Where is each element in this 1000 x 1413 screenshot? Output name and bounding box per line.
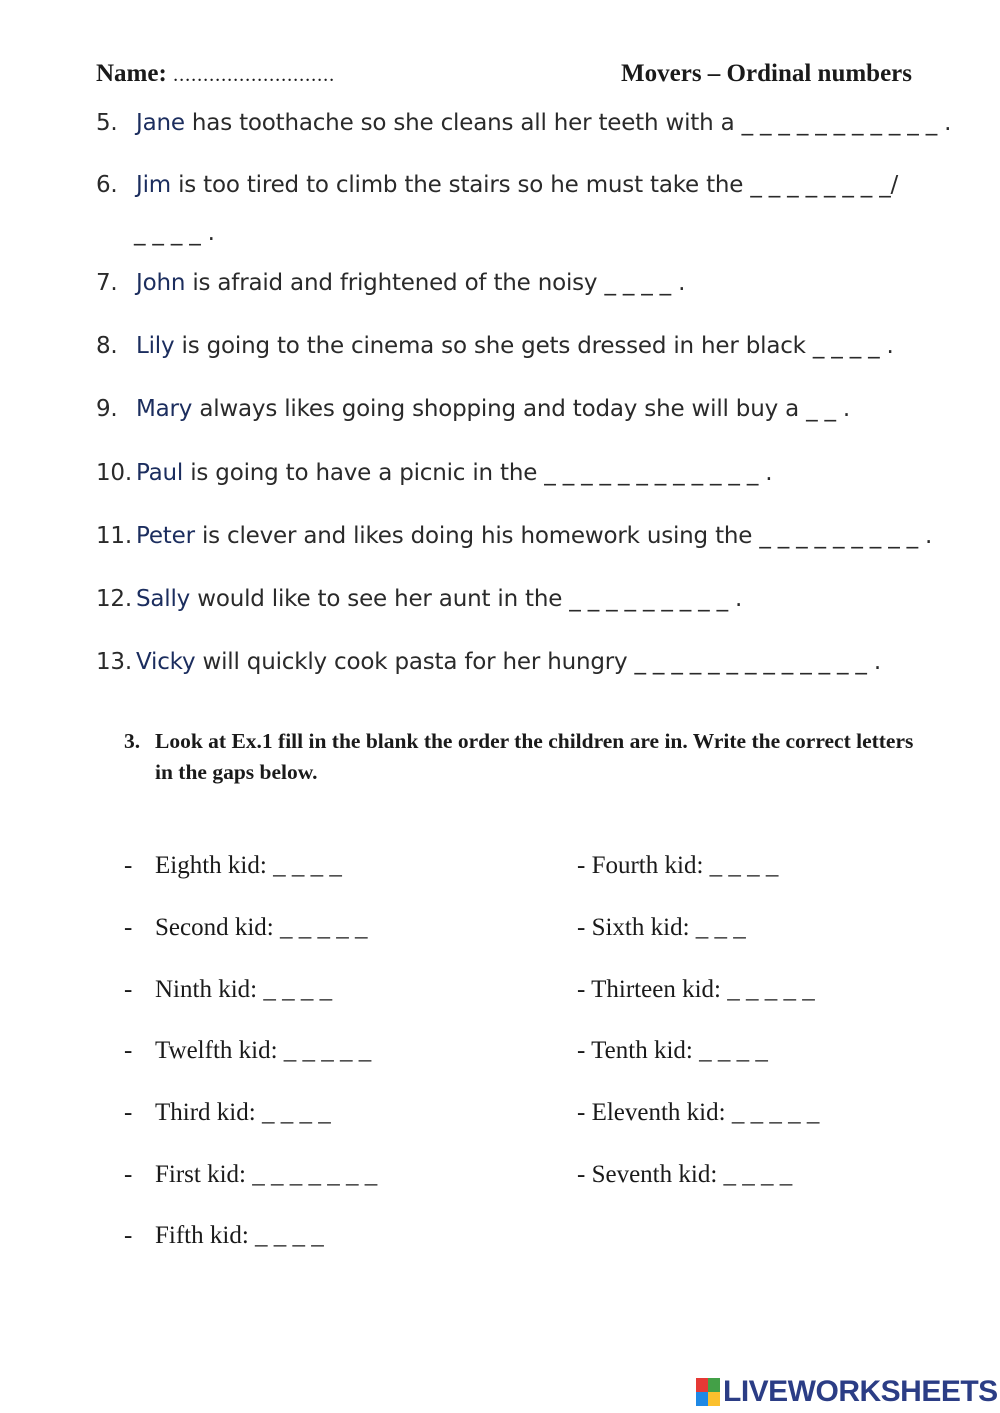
sentence-number: 7. bbox=[96, 270, 118, 296]
kid-label: Twelfth kid: bbox=[155, 1037, 278, 1064]
answer-blank[interactable]: _ _ _ _ _ bbox=[283, 1037, 372, 1064]
answer-blank[interactable]: _ _ _ _ bbox=[255, 1222, 324, 1249]
name-label: Name: ........................... bbox=[96, 60, 336, 87]
sentence-name: Vicky bbox=[136, 649, 196, 675]
kid-answer-row: - Thirteen kid: _ _ _ _ _ bbox=[577, 976, 815, 1003]
kid-label: Seventh kid: bbox=[591, 1161, 718, 1188]
kid-answer-row: - Seventh kid: _ _ _ _ bbox=[577, 1161, 793, 1188]
logo-square-red bbox=[696, 1378, 708, 1392]
sentence-text: would like to see her aunt in the _ _ _ _ _ _ _ _ _ . bbox=[190, 586, 743, 612]
kid-label: Eighth kid: bbox=[155, 852, 267, 879]
kid-label: Third kid: bbox=[155, 1099, 256, 1126]
answer-blank[interactable]: _ _ _ _ bbox=[261, 1099, 331, 1126]
answer-blank[interactable]: _ _ _ _ _ bbox=[280, 914, 368, 941]
kid-label: First kid: bbox=[155, 1161, 246, 1188]
sentence-name: Sally bbox=[136, 586, 191, 612]
sentence-12 bbox=[96, 586, 742, 612]
sentence-name: Jane bbox=[136, 110, 185, 136]
kid-label: Thirteen kid: bbox=[591, 976, 721, 1003]
exercise-text: Look at Ex.1 fill in the blank the order the children are in. Write the correct letters in the gaps below. bbox=[155, 729, 914, 784]
kid-label: Eleventh kid: bbox=[591, 1099, 726, 1126]
kid-answer-row: - Eleventh kid: _ _ _ _ _ bbox=[577, 1099, 820, 1126]
sentence-number: 12. bbox=[96, 586, 132, 612]
sentence-number: 10. bbox=[96, 460, 132, 486]
kid-answer-row: - Third kid: _ _ _ _ bbox=[124, 1099, 331, 1126]
sentence-11 bbox=[96, 523, 932, 549]
exercise-number: 3. bbox=[124, 729, 141, 753]
sentence-number: 13. bbox=[96, 649, 132, 675]
name-dots[interactable]: ........................... bbox=[173, 64, 336, 86]
page-header bbox=[96, 60, 912, 96]
kid-answer-row: - Sixth kid: _ _ _ bbox=[577, 914, 746, 941]
answer-blank[interactable]: _ _ _ _ _ _ _ bbox=[252, 1161, 378, 1188]
answer-blank[interactable]: _ _ _ _ bbox=[709, 852, 779, 879]
kid-label: Fifth kid: bbox=[155, 1222, 249, 1249]
sentence-10 bbox=[96, 460, 772, 486]
worksheet-title: Movers – Ordinal numbers bbox=[621, 60, 912, 87]
sentence-8 bbox=[96, 333, 894, 359]
sentence-text: is too tired to climb the stairs so he must take the _ _ _ _ _ _ _ _/ bbox=[170, 172, 899, 198]
kid-label: Sixth kid: bbox=[591, 914, 690, 941]
kid-answer-row: - Twelfth kid: _ _ _ _ _ bbox=[124, 1037, 372, 1064]
answer-blank[interactable]: _ _ _ bbox=[695, 914, 746, 941]
sentence-number: 8. bbox=[96, 333, 118, 359]
kid-answer-row: - Tenth kid: _ _ _ _ bbox=[577, 1037, 768, 1064]
sentence-text: is going to have a picnic in the _ _ _ _ _ _ _ _ _ _ _ _ . bbox=[183, 460, 773, 486]
kid-label: Second kid: bbox=[155, 914, 274, 941]
exercise-instruction bbox=[124, 726, 924, 788]
kid-label: Tenth kid: bbox=[591, 1037, 693, 1064]
sentence-name: Paul bbox=[136, 460, 184, 486]
sentence-text: is clever and likes doing his homework using the _ _ _ _ _ _ _ _ _ . bbox=[194, 523, 933, 549]
sentence-text: is going to the cinema so she gets dressed in her black _ _ _ _ . bbox=[174, 333, 894, 359]
liveworksheets-logo-icon bbox=[696, 1378, 720, 1406]
answer-blank[interactable]: _ _ _ _ bbox=[263, 976, 333, 1003]
kid-label: Fourth kid: bbox=[591, 852, 704, 879]
answer-blank[interactable]: _ _ _ _ _ bbox=[727, 976, 815, 1003]
sentence-text: will quickly cook pasta for her hungry _ _ _ _ _ _ _ _ _ _ _ _ _ . bbox=[195, 649, 881, 675]
answer-blank[interactable]: _ _ _ _ _ bbox=[731, 1099, 820, 1126]
logo-square-yellow bbox=[708, 1392, 720, 1406]
sentence-text: has toothache so she cleans all her teeth with a _ _ _ _ _ _ _ _ _ _ _ . bbox=[184, 110, 952, 136]
kid-answer-row: - Fifth kid: _ _ _ _ bbox=[124, 1222, 324, 1249]
sentence-7 bbox=[96, 270, 685, 296]
logo-square-blue bbox=[696, 1392, 708, 1406]
sentence-name: Lily bbox=[136, 333, 175, 359]
sentence-continuation: _ _ _ _ . bbox=[134, 220, 215, 246]
kid-label: Ninth kid: bbox=[155, 976, 258, 1003]
kid-answer-row: - Second kid: _ _ _ _ _ bbox=[124, 914, 368, 941]
sentence-9 bbox=[96, 396, 850, 422]
sentence-6 bbox=[96, 172, 898, 246]
sentence-13 bbox=[96, 649, 881, 675]
kid-answer-row: - Fourth kid: _ _ _ _ bbox=[577, 852, 779, 879]
sentence-number: 6. bbox=[96, 172, 118, 198]
sentence-number: 5. bbox=[96, 110, 118, 136]
logo-square-green bbox=[708, 1378, 720, 1392]
sentence-name: Peter bbox=[136, 523, 195, 549]
kid-answer-row: - First kid: _ _ _ _ _ _ _ bbox=[124, 1161, 378, 1188]
answer-blank[interactable]: _ _ _ _ bbox=[723, 1161, 793, 1188]
kid-answer-row: - Ninth kid: _ _ _ _ bbox=[124, 976, 333, 1003]
logo-text: LIVEWORKSHEETS bbox=[723, 1375, 998, 1408]
sentence-name: John bbox=[136, 270, 186, 296]
kid-answer-row: - Eighth kid: _ _ _ _ bbox=[124, 852, 342, 879]
answer-blank[interactable]: _ _ _ _ bbox=[273, 852, 342, 879]
sentence-number: 9. bbox=[96, 396, 118, 422]
sentence-text: always likes going shopping and today she will buy a _ _ . bbox=[192, 396, 851, 422]
liveworksheets-logo[interactable] bbox=[696, 1374, 998, 1410]
answer-blank[interactable]: _ _ _ _ bbox=[699, 1037, 768, 1064]
sentence-number: 11. bbox=[96, 523, 132, 549]
sentence-name: Jim bbox=[136, 172, 171, 198]
sentence-5 bbox=[96, 110, 951, 136]
sentence-text: is afraid and frightened of the noisy _ _ _ _ . bbox=[185, 270, 686, 296]
sentence-name: Mary bbox=[136, 396, 193, 422]
